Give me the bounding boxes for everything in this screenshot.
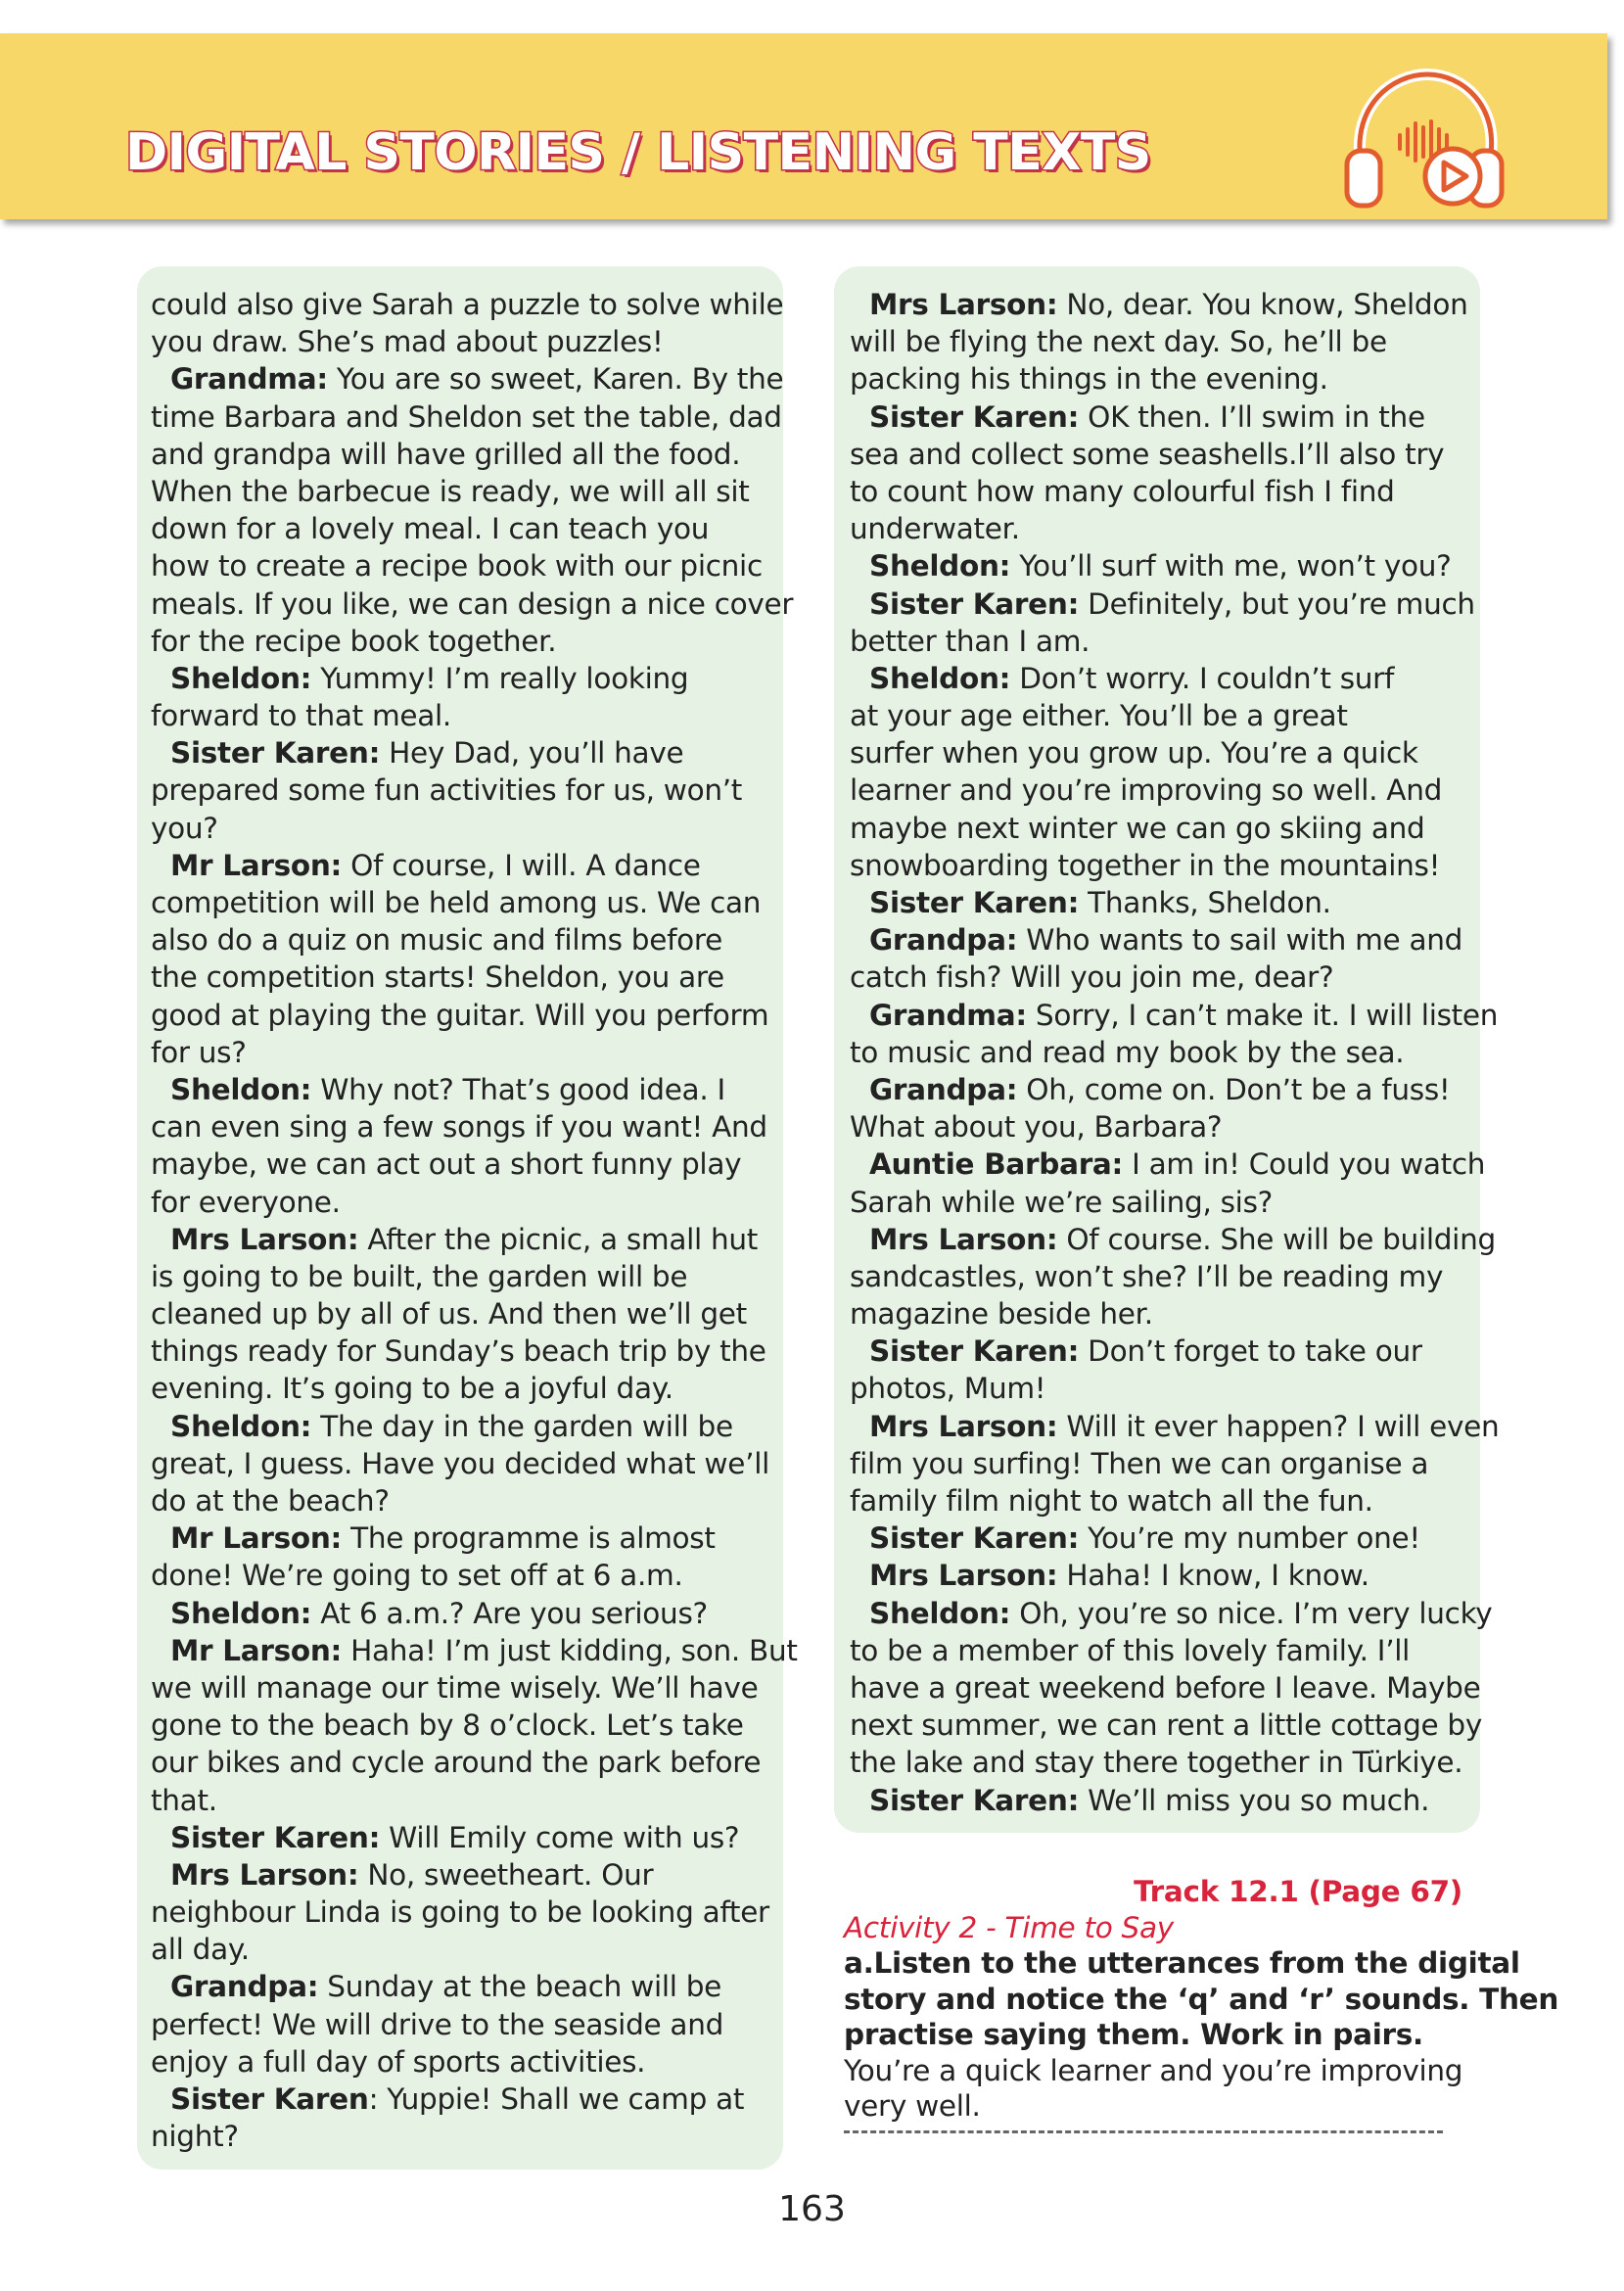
dialogue-text: things ready for Sunday’s beach trip by the — [151, 1334, 766, 1369]
dialogue-text: Don’t forget to take our — [1079, 1334, 1422, 1369]
dialogue-line — [151, 1782, 777, 1819]
dialogue-text: also do a quiz on music and films before — [151, 923, 722, 958]
dialogue-text: I am in! Could you watch — [1123, 1147, 1486, 1182]
dialogue-text: The programme is almost — [342, 1521, 716, 1556]
dialogue-line — [151, 1408, 777, 1445]
dialogue-line — [151, 1856, 777, 1894]
dialogue-line — [850, 660, 1476, 697]
dialogue-text: No, sweetheart. Our — [358, 1857, 654, 1892]
dialogue-line — [850, 510, 1476, 547]
speaker-name: Mr Larson: — [170, 848, 343, 882]
dialogue-text: Haha! I’m just kidding, son. But — [342, 1633, 798, 1667]
dialogue-line — [151, 1557, 777, 1594]
dialogue-text: Oh, come on. Don’t be a fuss! — [1017, 1072, 1451, 1106]
dialogue-line — [850, 547, 1476, 584]
dialogue-line — [151, 1146, 777, 1183]
dialogue-line — [850, 286, 1476, 323]
speaker-name: Grandpa: — [869, 923, 1018, 958]
dialogue-line — [850, 1669, 1481, 1707]
instruction-line: a.Listen to the utterances from the digital — [844, 1946, 1520, 1980]
dialogue-text: snowboarding together in the mountains! — [850, 848, 1441, 882]
dialogue-text: can even sing a few songs if you want! And — [151, 1110, 767, 1145]
speaker-name: Auntie Barbara: — [869, 1147, 1124, 1182]
speaker-name: Sister Karen: — [869, 1521, 1080, 1556]
dialogue-line — [151, 1221, 777, 1258]
dialogue-text: Will it ever happen? I will even — [1057, 1409, 1500, 1443]
dialogue-text: for the recipe book together. — [151, 624, 557, 658]
dialogue-text: catch fish? Will you join me, dear? — [850, 960, 1334, 995]
dialogue-text: how to create a recipe book with our picnic — [151, 549, 763, 584]
dialogue-text: The day in the garden will be — [311, 1409, 733, 1443]
dialogue-text: neighbour Linda is going to be looking after — [151, 1895, 769, 1930]
dialogue-text: After the picnic, a small hut — [358, 1222, 759, 1256]
dialogue-line — [850, 1108, 1476, 1146]
speaker-name: Mrs Larson: — [869, 1409, 1058, 1443]
dialogue-text: the competition starts! Sheldon, you are — [151, 960, 724, 995]
dialogue-text: competition will be held among us. We can — [151, 886, 762, 919]
dialogue-line — [850, 847, 1476, 884]
dialogue-line — [151, 2118, 777, 2155]
dialogue-text: evening. It’s going to be a joyful day. — [151, 1372, 673, 1406]
dialogue-text: Hey Dad, you’ll have — [380, 736, 684, 771]
speaker-name: Grandpa: — [170, 1970, 319, 2004]
dialogue-line — [151, 1184, 777, 1221]
dialogue-text: Sorry, I can’t make it. I will listen — [1026, 998, 1499, 1032]
speaker-name: Mrs Larson: — [170, 1222, 359, 1256]
dialogue-line — [850, 436, 1476, 473]
dialogue-line — [850, 1782, 1476, 1819]
speaker-name: Sister Karen: — [869, 1783, 1080, 1817]
dialogue-text: Of course. She will be building — [1057, 1222, 1496, 1256]
speaker-name: Mr Larson: — [170, 1633, 343, 1667]
dialogue-line — [850, 1184, 1476, 1221]
dialogue-text: better than I am. — [850, 624, 1090, 658]
instruction-line: story and notice the ‘q’ and ‘r’ sounds. Then — [844, 1982, 1559, 2016]
dialogue-line — [850, 1333, 1476, 1370]
dialogue-line — [850, 1408, 1500, 1445]
dialogue-text: Of course, I will. A dance — [342, 848, 701, 882]
dialogue-line — [151, 1071, 777, 1108]
dialogue-column-right — [850, 286, 1500, 1819]
dialogue-text: sandcastles, won’t she? I’ll be reading my — [850, 1259, 1444, 1293]
speaker-name: Mrs Larson: — [869, 288, 1058, 321]
dialogue-line — [850, 771, 1476, 809]
dialogue-text: down for a lovely meal. I can teach you — [151, 512, 710, 546]
dialogue-text: time Barbara and Sheldon set the table, dad — [151, 399, 782, 434]
dialogue-line — [151, 2006, 777, 2043]
speaker-name: Sheldon: — [869, 549, 1011, 584]
dialogue-line — [151, 847, 777, 884]
page-title: DIGITAL STORIES / LISTENING TEXTS — [125, 123, 1151, 182]
dialogue-line — [850, 958, 1476, 996]
dialogue-text: is going to be built, the garden will be — [151, 1259, 688, 1293]
activity-example — [844, 2053, 1470, 2125]
dialogue-line — [151, 1482, 777, 1520]
speaker-name: Sheldon: — [869, 661, 1011, 695]
activity-box — [844, 1874, 1559, 2133]
dialogue-line — [151, 510, 777, 547]
dialogue-text: next summer, we can rent a little cottage by — [850, 1708, 1483, 1743]
dialogue-line — [850, 1370, 1476, 1407]
dialogue-line — [151, 323, 777, 360]
dialogue-text: enjoy a full day of sports activities. — [151, 2044, 646, 2079]
dialogue-text: to music and read my book by the sea. — [850, 1035, 1405, 1069]
dialogue-line — [850, 1595, 1493, 1632]
dialogue-line — [151, 734, 777, 771]
dialogue-text: we will manage our time wisely. We’ll have — [151, 1670, 759, 1705]
dialogue-line — [151, 921, 777, 958]
dialogue-line — [151, 436, 777, 473]
dialogue-line — [850, 360, 1476, 397]
dialogue-text: What about you, Barbara? — [850, 1110, 1223, 1145]
dialogue-text: OK then. I’ll swim in the — [1079, 399, 1425, 434]
dialogue-line — [850, 997, 1499, 1034]
dialogue-text: packing his things in the evening. — [850, 362, 1328, 397]
dialogue-line — [850, 623, 1476, 660]
dialogue-text: We’ll miss you so much. — [1079, 1783, 1430, 1817]
dialogue-text: Definitely, but you’re much — [1079, 586, 1475, 621]
dialogue-line — [151, 1595, 777, 1632]
speaker-name: Sheldon: — [170, 1409, 312, 1443]
dialogue-line — [151, 1819, 777, 1856]
speaker-name: Mrs Larson: — [869, 1222, 1058, 1256]
dialogue-text: Why not? That’s good idea. I — [311, 1072, 725, 1106]
dialogue-text: at your age either. You’ll be a great — [850, 699, 1348, 733]
dialogue-text: forward to that meal. — [151, 699, 451, 733]
dialogue-text: maybe, we can act out a short funny play — [151, 1147, 742, 1182]
dialogue-line — [850, 734, 1476, 771]
dialogue-text: film you surfing! Then we can organise a — [850, 1446, 1429, 1480]
dialogue-line — [151, 1632, 798, 1669]
dialogue-text: learner and you’re improving so well. And — [850, 773, 1443, 808]
dialogue-text: to count how many colourful fish I find — [850, 474, 1395, 508]
dialogue-line — [151, 997, 777, 1034]
dialogue-text: all day. — [151, 1933, 250, 1967]
dialogue-line — [850, 1632, 1476, 1669]
speaker-name: Sheldon: — [869, 1596, 1011, 1630]
dialogue-line — [850, 1034, 1476, 1071]
dialogue-text: and grandpa will have grilled all the food. — [151, 437, 741, 471]
activity-title: Activity 2 - Time to Say — [844, 1910, 1174, 1944]
dialogue-text: for us? — [151, 1035, 247, 1069]
dialogue-text: When the barbecue is ready, we will all sit — [151, 474, 750, 508]
speaker-name: Grandpa: — [869, 1072, 1018, 1106]
dialogue-text: Don’t worry. I couldn’t surf — [1010, 661, 1395, 695]
speaker-name: Sister Karen: — [869, 586, 1080, 621]
dialogue-line — [850, 1445, 1476, 1482]
dialogue-line — [850, 1258, 1476, 1295]
speaker-name: Sister Karen: — [869, 399, 1080, 434]
dialogue-text: photos, Mum! — [850, 1372, 1046, 1406]
dialogue-text: cleaned up by all of us. And then we’ll get — [151, 1297, 747, 1332]
speaker-name: Sheldon: — [170, 661, 312, 695]
dialogue-line — [151, 771, 777, 809]
dialogue-line — [151, 547, 777, 584]
dialogue-text: prepared some fun activities for us, won’t — [151, 773, 743, 808]
dialogue-text: sea and collect some seashells.I’ll also try — [850, 437, 1445, 471]
dialogue-line — [151, 660, 777, 697]
dialogue-line — [850, 810, 1476, 847]
dialogue-line — [151, 623, 777, 660]
dialogue-line — [850, 1221, 1496, 1258]
dialogue-text: our bikes and cycle around the park before — [151, 1746, 762, 1780]
dialogue-text: Oh, you’re so nice. I’m very lucky — [1010, 1596, 1493, 1630]
dialogue-line — [151, 1108, 777, 1146]
dialogue-line — [151, 1707, 777, 1744]
dialogue-text: You’re my number one! — [1079, 1521, 1420, 1556]
dialogue-line — [151, 2043, 777, 2081]
dialogue-line — [850, 585, 1476, 623]
dialogue-line — [151, 473, 777, 510]
dialogue-line — [850, 323, 1476, 360]
dialogue-text: Yummy! I’m really looking — [311, 661, 689, 695]
dialogue-line — [151, 1894, 777, 1931]
dialogue-line — [151, 398, 782, 436]
dialogue-text: You’ll surf with me, won’t you? — [1010, 549, 1452, 584]
dialogue-text: will be flying the next day. So, he’ll be — [850, 325, 1387, 359]
dialogue-line — [850, 1295, 1476, 1333]
dialogue-text: could also give Sarah a puzzle to solve while — [151, 288, 784, 321]
dialogue-line — [850, 1071, 1476, 1108]
dialogue-text: At 6 a.m.? Are you serious? — [311, 1596, 708, 1630]
page-number: 163 — [778, 2189, 846, 2229]
dialogue-column-left — [151, 286, 798, 2155]
dialogue-line — [850, 398, 1476, 436]
dialogue-line — [850, 1482, 1476, 1520]
dialogue-line — [151, 884, 777, 921]
dialogue-text: great, I guess. Have you decided what we’ll — [151, 1446, 769, 1480]
speaker-name: Sister Karen — [170, 2082, 369, 2116]
speaker-name: Sister Karen: — [170, 1820, 381, 1854]
dialogue-text: You are so sweet, Karen. By the — [327, 362, 784, 397]
dialogue-text: magazine beside her. — [850, 1297, 1153, 1332]
speaker-name: Sister Karen: — [869, 886, 1080, 919]
dialogue-line — [151, 1370, 777, 1407]
dialogue-text: Thanks, Sheldon. — [1079, 886, 1331, 919]
dialogue-line — [151, 2081, 777, 2118]
speaker-name: Grandma: — [869, 998, 1027, 1032]
dialogue-line — [850, 1707, 1483, 1744]
dialogue-text: : Yuppie! Shall we camp at — [368, 2082, 745, 2116]
dialogue-text: meals. If you like, we can design a nice cover — [151, 586, 794, 621]
dialogue-text: have a great weekend before I leave. Maybe — [850, 1670, 1481, 1705]
dialogue-line — [151, 1669, 777, 1707]
dialogue-line — [850, 1744, 1476, 1781]
dialogue-line — [151, 1520, 777, 1557]
dialogue-line — [850, 921, 1476, 958]
example-line: very well. — [844, 2089, 981, 2123]
speaker-name: Mrs Larson: — [869, 1559, 1058, 1593]
dialogue-text: family film night to watch all the fun. — [850, 1484, 1373, 1518]
dialogue-text: done! We’re going to set off at 6 a.m. — [151, 1559, 683, 1593]
dialogue-line — [151, 286, 784, 323]
speaker-name: Mrs Larson: — [170, 1857, 359, 1892]
track-label: Track 12.1 (Page 67) — [1134, 1875, 1462, 1908]
dialogue-text: for everyone. — [151, 1185, 341, 1219]
dialogue-text: you? — [151, 811, 218, 845]
dialogue-line — [850, 1146, 1486, 1183]
dialogue-text: underwater. — [850, 512, 1020, 546]
dialogue-line — [151, 1034, 777, 1071]
speaker-name: Sheldon: — [170, 1596, 312, 1630]
dialogue-line — [151, 1295, 777, 1333]
instruction-line: practise saying them. Work in pairs. — [844, 2018, 1423, 2051]
dialogue-text: that. — [151, 1783, 217, 1817]
dialogue-text: Who wants to sail with me and — [1017, 923, 1463, 958]
dialogue-line — [850, 884, 1476, 921]
speaker-name: Sheldon: — [170, 1072, 312, 1106]
activity-instructions — [844, 1945, 1559, 2053]
dialogue-line — [850, 1520, 1476, 1557]
dialogue-line — [151, 1931, 777, 1968]
dialogue-text: Sarah while we’re sailing, sis? — [850, 1185, 1273, 1219]
dialogue-text: Haha! I know, I know. — [1057, 1559, 1369, 1593]
speaker-name: Sister Karen: — [170, 736, 381, 771]
dialogue-line — [151, 585, 794, 623]
dialogue-line — [151, 958, 777, 996]
dialogue-line — [151, 1744, 777, 1781]
dialogue-line — [151, 360, 784, 397]
answer-line[interactable] — [844, 2130, 1443, 2133]
speaker-name: Mr Larson: — [170, 1521, 343, 1556]
dialogue-text: perfect! We will drive to the seaside and — [151, 2007, 724, 2041]
dialogue-text: do at the beach? — [151, 1484, 390, 1518]
dialogue-line — [151, 1258, 777, 1295]
dialogue-line — [850, 697, 1476, 734]
dialogue-text: maybe next winter we can go skiing and — [850, 811, 1425, 845]
headphones-play-icon — [1343, 67, 1506, 219]
dialogue-line — [850, 1557, 1476, 1594]
dialogue-text: good at playing the guitar. Will you perform — [151, 998, 769, 1032]
example-line: You’re a quick learner and you’re improving — [844, 2053, 1463, 2087]
dialogue-text: Will Emily come with us? — [380, 1820, 740, 1854]
dialogue-text: No, dear. You know, Sheldon — [1057, 288, 1468, 321]
dialogue-line — [151, 697, 777, 734]
dialogue-text: the lake and stay there together in Türkiye. — [850, 1746, 1463, 1780]
speaker-name: Sister Karen: — [869, 1334, 1080, 1369]
dialogue-text: surfer when you grow up. You’re a quick — [850, 736, 1418, 771]
dialogue-text: you draw. She’s mad about puzzles! — [151, 325, 664, 359]
dialogue-text: to be a member of this lovely family. I’ll — [850, 1633, 1411, 1667]
dialogue-line — [850, 473, 1476, 510]
dialogue-line — [151, 1333, 777, 1370]
dialogue-line — [151, 810, 777, 847]
dialogue-text: night? — [151, 2120, 239, 2154]
dialogue-line — [151, 1445, 777, 1482]
dialogue-text: Sunday at the beach will be — [318, 1970, 721, 2004]
speaker-name: Grandma: — [170, 362, 328, 397]
dialogue-line — [151, 1968, 777, 2005]
dialogue-text: gone to the beach by 8 o’clock. Let’s take — [151, 1708, 744, 1743]
